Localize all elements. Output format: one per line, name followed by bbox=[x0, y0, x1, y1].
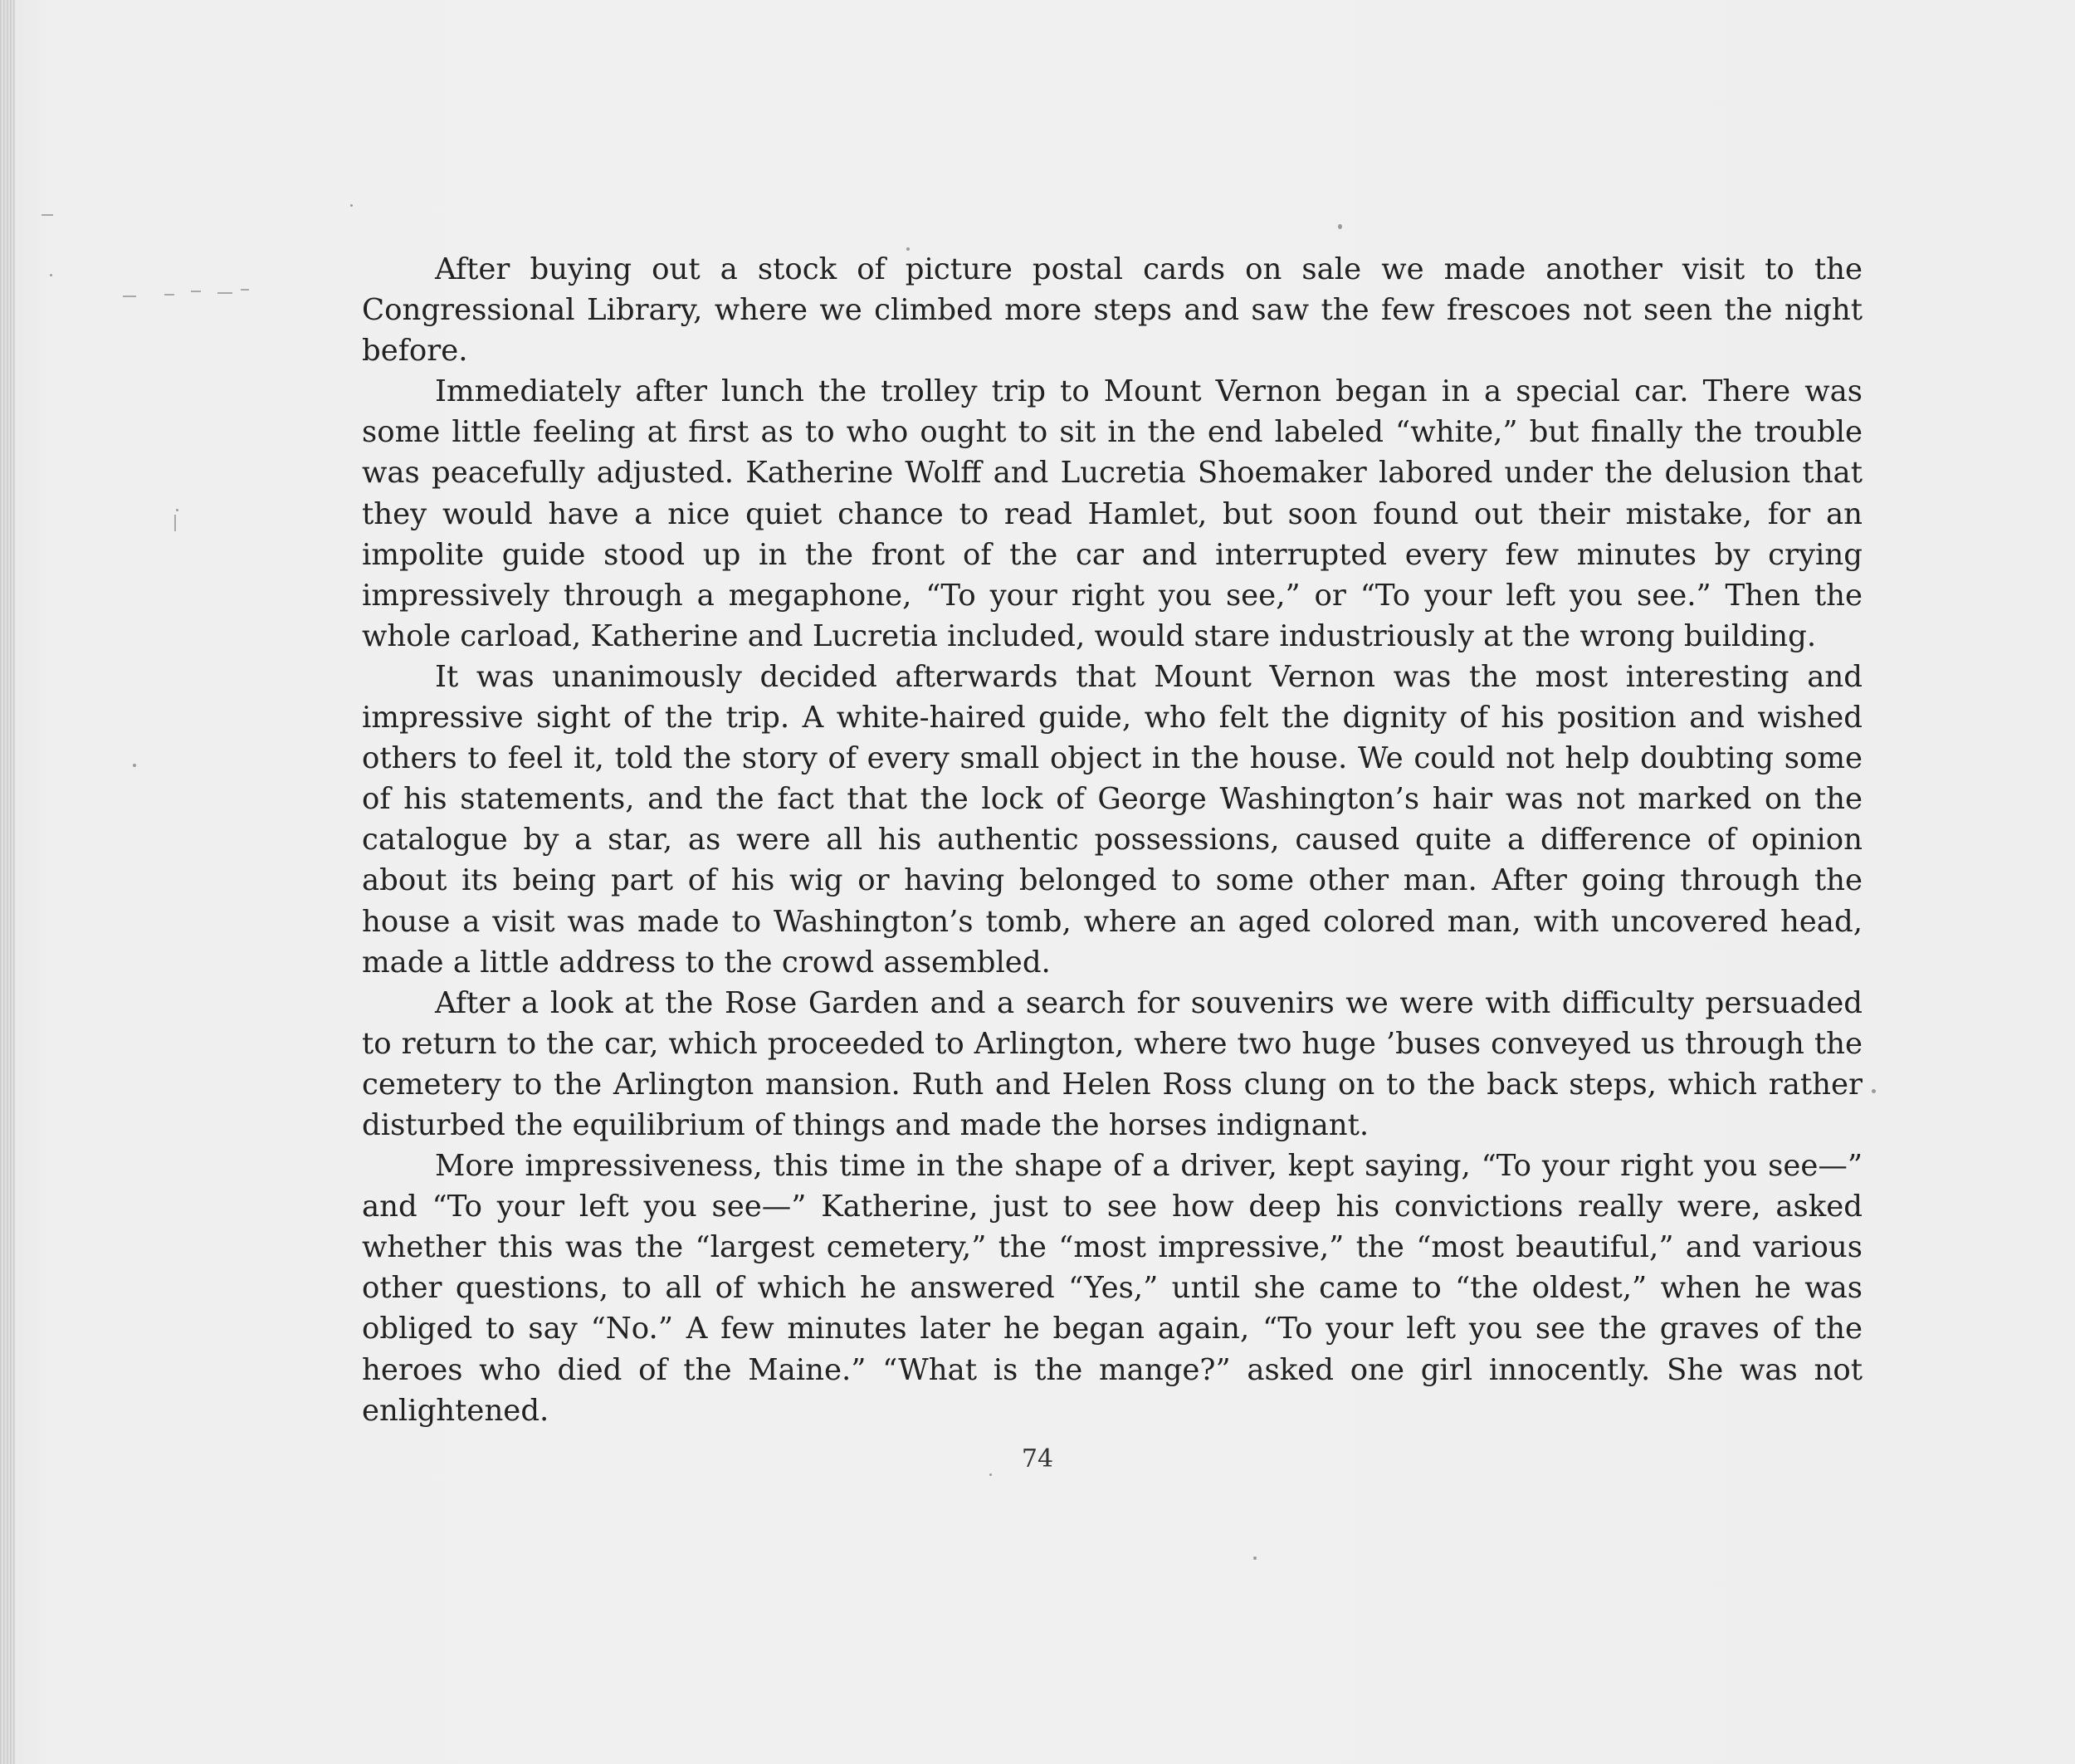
body-text bbox=[362, 249, 1863, 1431]
page-number: 74 bbox=[1021, 1444, 1054, 1473]
page-edge bbox=[0, 0, 15, 1764]
scan-speck bbox=[133, 764, 136, 767]
scan-speck bbox=[350, 204, 353, 207]
scan-speck bbox=[989, 1473, 992, 1476]
paragraph: Immediately after lunch the trolley trip to Mount Vernon began in a special car. There was some little feeling at first as to who ought to sit in the end labeled “white,” but finally the trouble was peacefully adjusted. Katherine Wolff and Lucretia Shoemaker labored under the delusion that they would have a nice quiet chance to read Hamlet, but soon found out their mistake, for an impolite guide stood up in the front of the car and interrupted every few minutes by crying impressively through a megaphone, “To your right you see,” or “To your left you see.” Then the whole carload, Katherine and Lucretia included, would stare industriously at the wrong building. bbox=[362, 374, 1863, 653]
paragraph: After buying out a stock of picture postal cards on sale we made another visit to the Congressional Library, where we climbed more steps and saw the few frescoes not seen the night before. bbox=[362, 252, 1863, 369]
scan-mark bbox=[191, 291, 201, 292]
paragraph: After a look at the Rose Garden and a search for souvenirs we were with difficulty persuaded to return to the car, which proceeded to Arlington, where two huge ’buses conveyed us through the cemetery to the Arlington mansion. Ruth and Helen Ross clung on to the back steps, which rather disturbed the equilibrium of things and made the horses indignant. bbox=[362, 985, 1863, 1142]
scan-speck bbox=[1872, 1089, 1876, 1093]
scan-speck bbox=[50, 274, 52, 276]
scan-speck bbox=[1253, 1556, 1257, 1560]
scan-mark bbox=[164, 294, 174, 296]
scan-mark bbox=[241, 289, 249, 291]
scan-mark bbox=[123, 296, 136, 297]
scan-speck bbox=[176, 509, 178, 511]
scan-mark bbox=[174, 515, 176, 531]
scan-mark bbox=[42, 214, 53, 216]
paragraph: More impressiveness, this time in the shape of a driver, kept saying, “To your right you see—” and “To your left you see—” Katherine, just to see how deep his convictions really were, asked whether this was the “largest cemetery,” the “most impressive,” the “most beautiful,” and various other questions, to all of which he answered “Yes,” until she came to “the oldest,” when he was obliged to say “No.” A few minutes later he began again, “To your left you see the graves of the heroes who died of the Maine.” “What is the mange?” asked one girl innocently. She was not enlightened. bbox=[362, 1149, 1863, 1428]
paragraph: It was unanimously decided afterwards that Mount Vernon was the most interesting and impressive sight of the trip. A white-haired guide, who felt the dignity of his position and wished others to feel it, told the story of every small object in the house. We could not help doubting some of his statements, and the fact that the lock of George Washington’s hair was not marked on the catalogue by a star, as were all his authentic possessions, caused quite a difference of opinion about its being part of his wig or having belonged to some other man. After going through the house a visit was made to Washington’s tomb, where an aged colored man, with uncovered head, made a little address to the crowd assembled. bbox=[362, 659, 1863, 980]
scan-mark bbox=[217, 292, 232, 294]
scan-speck bbox=[1338, 224, 1342, 229]
